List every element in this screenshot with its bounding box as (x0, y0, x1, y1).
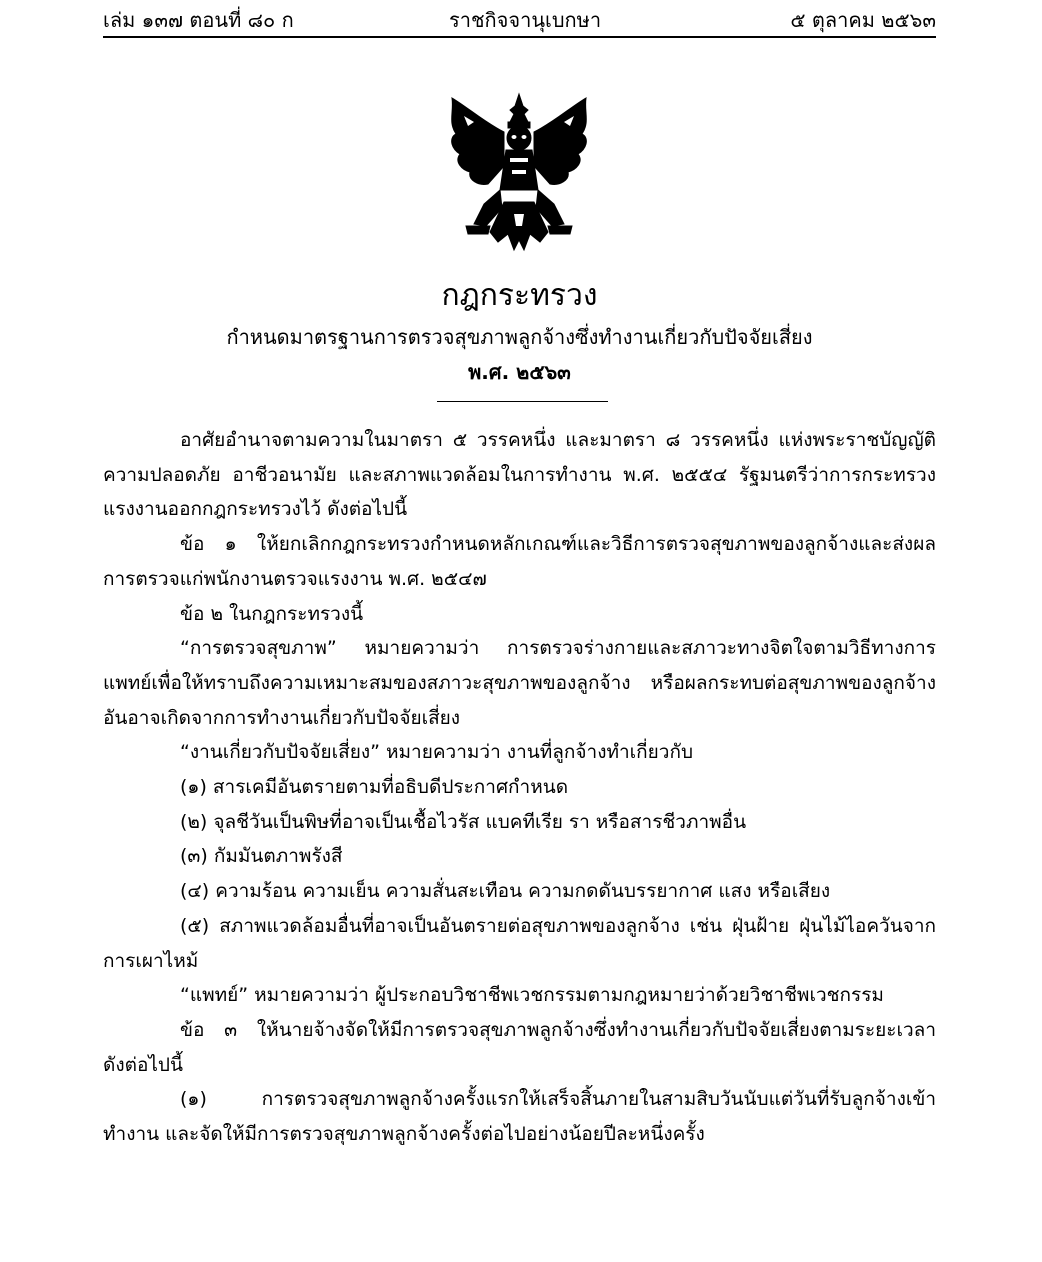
risk-item-4: (๔) ความร้อน ความเย็น ความสั่นสะเทือน ความกดดันบรรยากาศ แสง หรือเสียง (180, 880, 831, 903)
risk-item-1: (๑) สารเคมีอันตรายตามที่อธิบดีประกาศกำหนด (180, 776, 569, 799)
garuda-emblem-icon (444, 92, 594, 260)
document-year: พ.ศ. ๒๕๖๓ (468, 360, 571, 384)
document-body (103, 423, 936, 1152)
clause-1: ข้อ ๑ ให้ยกเลิกกฎกระทรวงกำหนดหลักเกณฑ์และวิธีการตรวจสุขภาพของลูกจ้างและส่งผลการตรวจแก่พนักงานตรวจแรงงาน พ.ศ. ๒๕๔๗ (103, 533, 936, 590)
gazette-header (103, 6, 936, 38)
clause-3-item-1: (๑) การตรวจสุขภาพลูกจ้างครั้งแรกให้เสร็จสิ้นภายในสามสิบวันนับแต่วันที่รับลูกจ้างเข้าทำงาน และจัดให้มีการตรวจสุขภาพลูกจ้างครั้งต่อไปอย่างน้อยปีละหนึ่งครั้ง (103, 1088, 936, 1146)
clause-2: ข้อ ๒ ในกฎกระทรวงนี้ (180, 602, 364, 625)
document-subtitle: กำหนดมาตรฐานการตรวจสุขภาพลูกจ้างซึ่งทำงานเกี่ยวกับปัจจัยเสี่ยง (226, 325, 813, 349)
risk-item-3: (๓) กัมมันตภาพรังสี (180, 845, 343, 868)
definition-health-check: “การตรวจสุขภาพ” หมายความว่า การตรวจร่างกายและสภาวะทางจิตใจตามวิธีทางการแพทย์เพื่อให้ทราบถึงความเหมาะสมของสภาวะสุขภาพของลูกจ้าง หรือผลกระทบต่อสุขภาพของลูกจ้างอันอาจเกิดจากการทำงานเกี่ยวกับปัจจัยเสี่ยง (103, 637, 936, 729)
risk-item-5: (๕) สภาพแวดล้อมอื่นที่อาจเป็นอันตรายต่อสุขภาพของลูกจ้าง เช่น ฝุ่นฝ้าย ฝุ่นไม้ไอควันจากการเผาไหม้ (103, 914, 936, 972)
issue-number: เล่ม ๑๓๗ ตอนที่ ๘๐ ก (103, 8, 294, 32)
preamble-paragraph: อาศัยอำนาจตามความในมาตรา ๕ วรรคหนึ่ง และมาตรา ๘ วรรคหนึ่ง แห่งพระราชบัญญัติความปลอดภัย อาชีวอนามัย และสภาพแวดล้อมในการทำงาน พ.ศ. ๒๕๕๔ รัฐมนตรีว่าการกระทรวงแรงงานออกกฎกระทรวงไว้ ดังต่อไปนี้ (103, 429, 936, 521)
document-type: กฎกระทรวง (441, 278, 598, 313)
title-divider (437, 401, 608, 402)
risk-item-2: (๒) จุลชีวันเป็นพิษที่อาจเป็นเชื้อไวรัส แบคทีเรีย รา หรือสารชีวภาพอื่น (180, 810, 747, 833)
publication-name: ราชกิจจานุเบกษา (449, 8, 602, 32)
publication-date: ๕ ตุลาคม ๒๕๖๓ (790, 8, 936, 32)
clause-3: ข้อ ๓ ให้นายจ้างจัดให้มีการตรวจสุขภาพลูกจ้างซึ่งทำงานเกี่ยวกับปัจจัยเสี่ยงตามระยะเวลา ดังต่อไปนี้ (103, 1018, 936, 1076)
definition-risk-work: “งานเกี่ยวกับปัจจัยเสี่ยง” หมายความว่า งานที่ลูกจ้างทำเกี่ยวกับ (180, 741, 694, 764)
definition-doctor: “แพทย์” หมายความว่า ผู้ประกอบวิชาชีพเวชกรรมตามกฎหมายว่าด้วยวิชาชีพเวชกรรม (180, 984, 884, 1007)
